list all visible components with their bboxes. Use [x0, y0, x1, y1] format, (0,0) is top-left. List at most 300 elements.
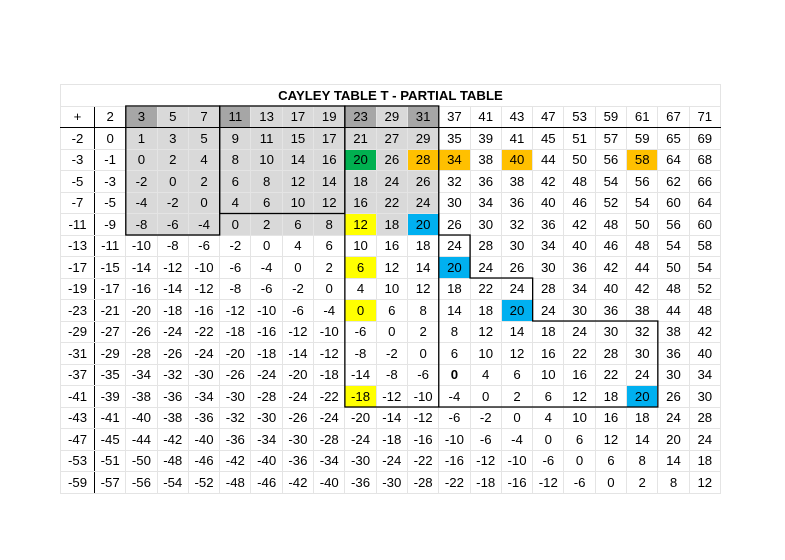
table-cell[interactable]: -28 [407, 472, 438, 494]
table-cell[interactable]: 28 [689, 407, 720, 429]
table-cell[interactable]: 8 [658, 472, 689, 494]
table-cell[interactable]: 24 [470, 257, 501, 279]
column-header[interactable]: 61 [627, 106, 658, 128]
table-cell[interactable]: 8 [251, 171, 282, 193]
table-cell[interactable]: 0 [470, 386, 501, 408]
table-cell[interactable]: -3 [95, 171, 126, 193]
table-cell[interactable]: 36 [658, 343, 689, 365]
table-cell[interactable]: 44 [533, 149, 564, 171]
table-cell[interactable]: 0 [95, 128, 126, 150]
table-cell[interactable]: 2 [314, 257, 345, 279]
table-cell[interactable]: -18 [220, 321, 251, 343]
table-cell[interactable]: 28 [595, 343, 626, 365]
table-cell[interactable]: 18 [345, 171, 376, 193]
table-cell[interactable]: -39 [95, 386, 126, 408]
table-cell[interactable]: -10 [407, 386, 438, 408]
table-cell[interactable]: 65 [658, 128, 689, 150]
table-cell[interactable]: 12 [689, 472, 720, 494]
table-cell[interactable]: 0 [407, 343, 438, 365]
table-cell[interactable]: 6 [282, 214, 313, 236]
table-cell[interactable]: 64 [658, 149, 689, 171]
table-cell[interactable]: -24 [314, 407, 345, 429]
table-cell[interactable]: 4 [470, 364, 501, 386]
table-cell[interactable]: -38 [126, 386, 157, 408]
table-cell[interactable]: -18 [251, 343, 282, 365]
table-cell[interactable]: 46 [564, 192, 595, 214]
table-cell[interactable]: 39 [470, 128, 501, 150]
table-cell[interactable]: -48 [220, 472, 251, 494]
table-cell[interactable]: -28 [251, 386, 282, 408]
table-cell[interactable]: -28 [126, 343, 157, 365]
table-cell[interactable]: -40 [126, 407, 157, 429]
table-cell[interactable]: -44 [126, 429, 157, 451]
table-cell[interactable]: 18 [595, 386, 626, 408]
table-cell[interactable]: 14 [282, 149, 313, 171]
table-cell[interactable]: 38 [501, 171, 532, 193]
table-cell[interactable]: -12 [314, 343, 345, 365]
table-cell[interactable]: -6 [188, 235, 219, 257]
column-header[interactable]: 43 [501, 106, 532, 128]
table-cell[interactable]: 24 [564, 321, 595, 343]
table-cell[interactable]: 2 [627, 472, 658, 494]
table-cell[interactable]: 26 [407, 171, 438, 193]
table-cell[interactable]: -12 [533, 472, 564, 494]
table-cell[interactable]: -30 [282, 429, 313, 451]
table-cell[interactable]: -2 [157, 192, 188, 214]
table-cell[interactable]: -2 [220, 235, 251, 257]
column-header[interactable]: 23 [345, 106, 376, 128]
table-cell[interactable]: 62 [658, 171, 689, 193]
table-cell[interactable]: 0 [376, 321, 407, 343]
table-cell[interactable]: 24 [533, 300, 564, 322]
table-cell[interactable]: 6 [439, 343, 470, 365]
table-cell[interactable]: 22 [595, 364, 626, 386]
table-cell[interactable]: 69 [689, 128, 720, 150]
table-cell[interactable]: -1 [95, 149, 126, 171]
table-cell[interactable]: 0 [188, 192, 219, 214]
table-cell[interactable]: 2 [407, 321, 438, 343]
table-cell[interactable]: 30 [627, 343, 658, 365]
table-cell[interactable]: 22 [564, 343, 595, 365]
column-header[interactable]: 71 [689, 106, 720, 128]
row-header[interactable]: -19 [61, 278, 95, 300]
table-cell[interactable]: -40 [188, 429, 219, 451]
column-header[interactable]: 19 [314, 106, 345, 128]
table-cell[interactable]: -9 [95, 214, 126, 236]
table-cell[interactable]: -26 [157, 343, 188, 365]
row-header[interactable]: -59 [61, 472, 95, 494]
column-header[interactable]: 67 [658, 106, 689, 128]
table-cell[interactable]: -4 [126, 192, 157, 214]
column-header[interactable]: 53 [564, 106, 595, 128]
table-cell[interactable]: 24 [501, 278, 532, 300]
table-cell[interactable]: 20 [439, 257, 470, 279]
table-cell[interactable]: 64 [689, 192, 720, 214]
table-cell[interactable]: -8 [376, 364, 407, 386]
table-cell[interactable]: 30 [533, 257, 564, 279]
table-cell[interactable]: 50 [658, 257, 689, 279]
table-cell[interactable]: 54 [627, 192, 658, 214]
table-cell[interactable]: 17 [314, 128, 345, 150]
column-header[interactable]: 29 [376, 106, 407, 128]
table-cell[interactable]: 22 [376, 192, 407, 214]
corner-cell[interactable]: + [61, 106, 95, 128]
table-cell[interactable]: 14 [314, 171, 345, 193]
table-cell[interactable]: 50 [627, 214, 658, 236]
row-header[interactable]: -23 [61, 300, 95, 322]
table-cell[interactable]: -34 [188, 386, 219, 408]
table-cell[interactable]: -22 [188, 321, 219, 343]
table-cell[interactable]: -34 [126, 364, 157, 386]
table-cell[interactable]: -10 [314, 321, 345, 343]
table-cell[interactable]: -42 [220, 450, 251, 472]
column-header[interactable]: 2 [95, 106, 126, 128]
table-cell[interactable]: -4 [501, 429, 532, 451]
table-cell[interactable]: 24 [658, 407, 689, 429]
table-cell[interactable]: 0 [501, 407, 532, 429]
table-cell[interactable]: 12 [407, 278, 438, 300]
table-cell[interactable]: -26 [220, 364, 251, 386]
table-cell[interactable]: 59 [627, 128, 658, 150]
table-cell[interactable]: 5 [188, 128, 219, 150]
table-cell[interactable]: 10 [376, 278, 407, 300]
table-cell[interactable]: -12 [376, 386, 407, 408]
table-cell[interactable]: 34 [564, 278, 595, 300]
table-cell[interactable]: 26 [658, 386, 689, 408]
table-cell[interactable]: 32 [627, 321, 658, 343]
table-cell[interactable]: 6 [595, 450, 626, 472]
table-cell[interactable]: -12 [220, 300, 251, 322]
table-cell[interactable]: -42 [282, 472, 313, 494]
table-cell[interactable]: -30 [188, 364, 219, 386]
table-cell[interactable]: 35 [439, 128, 470, 150]
table-cell[interactable]: -29 [95, 343, 126, 365]
table-cell[interactable]: -30 [376, 472, 407, 494]
table-cell[interactable]: 20 [345, 149, 376, 171]
column-header[interactable]: 17 [282, 106, 313, 128]
table-cell[interactable]: 21 [345, 128, 376, 150]
table-cell[interactable]: 48 [595, 214, 626, 236]
table-cell[interactable]: -12 [157, 257, 188, 279]
table-cell[interactable]: -6 [439, 407, 470, 429]
table-cell[interactable]: -40 [314, 472, 345, 494]
table-cell[interactable]: -34 [314, 450, 345, 472]
table-cell[interactable]: -16 [501, 472, 532, 494]
table-cell[interactable]: 14 [501, 321, 532, 343]
table-cell[interactable]: -2 [376, 343, 407, 365]
table-cell[interactable]: 41 [501, 128, 532, 150]
table-cell[interactable]: 24 [439, 235, 470, 257]
table-cell[interactable]: -6 [470, 429, 501, 451]
table-cell[interactable]: 2 [157, 149, 188, 171]
row-header[interactable]: -53 [61, 450, 95, 472]
table-cell[interactable]: -4 [314, 300, 345, 322]
row-header[interactable]: -31 [61, 343, 95, 365]
table-cell[interactable]: -17 [95, 278, 126, 300]
table-cell[interactable]: 51 [564, 128, 595, 150]
table-cell[interactable]: 29 [407, 128, 438, 150]
table-cell[interactable]: -22 [314, 386, 345, 408]
table-cell[interactable]: 0 [251, 235, 282, 257]
table-cell[interactable]: 30 [439, 192, 470, 214]
table-cell[interactable]: 40 [595, 278, 626, 300]
table-cell[interactable]: 14 [658, 450, 689, 472]
table-cell[interactable]: 18 [470, 300, 501, 322]
table-cell[interactable]: 10 [533, 364, 564, 386]
table-cell[interactable]: -6 [157, 214, 188, 236]
table-cell[interactable]: 10 [282, 192, 313, 214]
table-cell[interactable]: -21 [95, 300, 126, 322]
table-cell[interactable]: -6 [220, 257, 251, 279]
row-header[interactable]: -3 [61, 149, 95, 171]
table-cell[interactable]: 40 [689, 343, 720, 365]
table-cell[interactable]: 4 [533, 407, 564, 429]
table-cell[interactable]: 6 [251, 192, 282, 214]
table-cell[interactable]: 50 [564, 149, 595, 171]
table-cell[interactable]: 57 [595, 128, 626, 150]
table-cell[interactable]: -27 [95, 321, 126, 343]
table-cell[interactable]: -8 [126, 214, 157, 236]
table-cell[interactable]: 2 [188, 171, 219, 193]
row-header[interactable]: -47 [61, 429, 95, 451]
table-cell[interactable]: 48 [658, 278, 689, 300]
table-cell[interactable]: 34 [470, 192, 501, 214]
table-cell[interactable]: -10 [439, 429, 470, 451]
table-cell[interactable]: 24 [376, 171, 407, 193]
table-cell[interactable]: 44 [658, 300, 689, 322]
table-cell[interactable]: 18 [689, 450, 720, 472]
column-header[interactable]: 37 [439, 106, 470, 128]
row-header[interactable]: -13 [61, 235, 95, 257]
table-cell[interactable]: 54 [658, 235, 689, 257]
table-cell[interactable]: 6 [533, 386, 564, 408]
table-cell[interactable]: -30 [345, 450, 376, 472]
row-header[interactable]: -37 [61, 364, 95, 386]
table-cell[interactable]: 0 [220, 214, 251, 236]
table-cell[interactable]: -46 [188, 450, 219, 472]
table-cell[interactable]: -51 [95, 450, 126, 472]
table-cell[interactable]: 58 [627, 149, 658, 171]
table-cell[interactable]: 24 [689, 429, 720, 451]
table-cell[interactable]: 12 [314, 192, 345, 214]
table-cell[interactable]: -26 [126, 321, 157, 343]
row-header[interactable]: -7 [61, 192, 95, 214]
table-cell[interactable]: 12 [282, 171, 313, 193]
table-cell[interactable]: -16 [251, 321, 282, 343]
table-cell[interactable]: 30 [689, 386, 720, 408]
table-cell[interactable]: 38 [470, 149, 501, 171]
table-cell[interactable]: 4 [188, 149, 219, 171]
table-cell[interactable]: 42 [564, 214, 595, 236]
table-cell[interactable]: 56 [627, 171, 658, 193]
table-cell[interactable]: 0 [282, 257, 313, 279]
table-cell[interactable]: 30 [658, 364, 689, 386]
table-cell[interactable]: -16 [188, 300, 219, 322]
table-cell[interactable]: 28 [407, 149, 438, 171]
table-cell[interactable]: 8 [627, 450, 658, 472]
table-cell[interactable]: 46 [595, 235, 626, 257]
table-cell[interactable]: 30 [501, 235, 532, 257]
table-cell[interactable]: 18 [407, 235, 438, 257]
row-header[interactable]: -5 [61, 171, 95, 193]
table-cell[interactable]: -14 [345, 364, 376, 386]
table-cell[interactable]: 26 [439, 214, 470, 236]
table-cell[interactable]: -24 [157, 321, 188, 343]
table-cell[interactable]: 36 [564, 257, 595, 279]
table-cell[interactable]: 38 [658, 321, 689, 343]
table-cell[interactable]: 14 [407, 257, 438, 279]
table-cell[interactable]: 56 [658, 214, 689, 236]
table-cell[interactable]: -6 [282, 300, 313, 322]
table-cell[interactable]: 14 [627, 429, 658, 451]
table-cell[interactable]: -10 [126, 235, 157, 257]
table-cell[interactable]: 8 [220, 149, 251, 171]
table-cell[interactable]: -52 [188, 472, 219, 494]
table-cell[interactable]: 16 [376, 235, 407, 257]
table-cell[interactable]: 42 [533, 171, 564, 193]
table-cell[interactable]: 18 [533, 321, 564, 343]
table-cell[interactable]: 26 [376, 149, 407, 171]
column-header[interactable]: 47 [533, 106, 564, 128]
column-header[interactable]: 41 [470, 106, 501, 128]
table-cell[interactable]: -12 [282, 321, 313, 343]
table-cell[interactable]: -18 [314, 364, 345, 386]
table-cell[interactable]: -18 [345, 386, 376, 408]
table-cell[interactable]: -42 [157, 429, 188, 451]
table-cell[interactable]: 52 [595, 192, 626, 214]
table-cell[interactable]: 36 [501, 192, 532, 214]
table-cell[interactable]: 1 [126, 128, 157, 150]
table-cell[interactable]: 4 [345, 278, 376, 300]
table-cell[interactable]: 2 [251, 214, 282, 236]
table-cell[interactable]: 40 [501, 149, 532, 171]
table-cell[interactable]: 10 [345, 235, 376, 257]
table-cell[interactable]: 52 [689, 278, 720, 300]
table-cell[interactable]: 24 [407, 192, 438, 214]
table-cell[interactable]: -10 [251, 300, 282, 322]
table-cell[interactable]: 15 [282, 128, 313, 150]
table-cell[interactable]: -12 [470, 450, 501, 472]
column-header[interactable]: 3 [126, 106, 157, 128]
table-cell[interactable]: 10 [470, 343, 501, 365]
table-cell[interactable]: 12 [345, 214, 376, 236]
table-cell[interactable]: -2 [126, 171, 157, 193]
table-cell[interactable]: 40 [533, 192, 564, 214]
table-cell[interactable]: 54 [595, 171, 626, 193]
table-cell[interactable]: 28 [533, 278, 564, 300]
row-header[interactable]: -11 [61, 214, 95, 236]
table-cell[interactable]: 20 [501, 300, 532, 322]
table-cell[interactable]: 16 [345, 192, 376, 214]
table-cell[interactable]: 20 [407, 214, 438, 236]
table-cell[interactable]: -4 [439, 386, 470, 408]
table-cell[interactable]: -10 [188, 257, 219, 279]
table-cell[interactable]: -32 [220, 407, 251, 429]
table-cell[interactable]: -40 [251, 450, 282, 472]
table-cell[interactable]: -14 [126, 257, 157, 279]
table-cell[interactable]: -14 [282, 343, 313, 365]
table-cell[interactable]: -36 [345, 472, 376, 494]
table-cell[interactable]: 36 [533, 214, 564, 236]
row-header[interactable]: -43 [61, 407, 95, 429]
table-cell[interactable]: 0 [314, 278, 345, 300]
table-cell[interactable]: -56 [126, 472, 157, 494]
table-cell[interactable]: 9 [220, 128, 251, 150]
table-cell[interactable]: -24 [376, 450, 407, 472]
table-cell[interactable]: 0 [533, 429, 564, 451]
table-cell[interactable]: -2 [470, 407, 501, 429]
table-cell[interactable]: -22 [439, 472, 470, 494]
table-cell[interactable]: 18 [627, 407, 658, 429]
table-cell[interactable]: -36 [220, 429, 251, 451]
table-cell[interactable]: -6 [533, 450, 564, 472]
table-cell[interactable]: -24 [345, 429, 376, 451]
table-cell[interactable]: -45 [95, 429, 126, 451]
table-cell[interactable]: 36 [595, 300, 626, 322]
table-cell[interactable]: 60 [658, 192, 689, 214]
table-cell[interactable]: 30 [595, 321, 626, 343]
table-cell[interactable]: -6 [564, 472, 595, 494]
table-cell[interactable]: 11 [251, 128, 282, 150]
table-cell[interactable]: 24 [627, 364, 658, 386]
row-header[interactable]: -29 [61, 321, 95, 343]
table-cell[interactable]: -50 [126, 450, 157, 472]
table-cell[interactable]: 12 [501, 343, 532, 365]
column-header[interactable]: 11 [220, 106, 251, 128]
table-cell[interactable]: 54 [689, 257, 720, 279]
table-cell[interactable]: -30 [251, 407, 282, 429]
table-cell[interactable]: -12 [407, 407, 438, 429]
table-cell[interactable]: 26 [501, 257, 532, 279]
table-cell[interactable]: -32 [157, 364, 188, 386]
table-cell[interactable]: 16 [533, 343, 564, 365]
table-cell[interactable]: 4 [220, 192, 251, 214]
table-cell[interactable]: -16 [439, 450, 470, 472]
table-cell[interactable]: 22 [470, 278, 501, 300]
table-cell[interactable]: -18 [470, 472, 501, 494]
table-cell[interactable]: 58 [689, 235, 720, 257]
table-cell[interactable]: 6 [564, 429, 595, 451]
table-cell[interactable]: 34 [533, 235, 564, 257]
table-cell[interactable]: -18 [157, 300, 188, 322]
row-header[interactable]: -2 [61, 128, 95, 150]
table-cell[interactable]: -24 [251, 364, 282, 386]
column-header[interactable]: 13 [251, 106, 282, 128]
table-cell[interactable]: 2 [501, 386, 532, 408]
table-cell[interactable]: 6 [376, 300, 407, 322]
table-cell[interactable]: 32 [439, 171, 470, 193]
table-cell[interactable]: -26 [282, 407, 313, 429]
table-cell[interactable]: 34 [439, 149, 470, 171]
table-cell[interactable]: -20 [345, 407, 376, 429]
table-cell[interactable]: -4 [251, 257, 282, 279]
row-header[interactable]: -17 [61, 257, 95, 279]
table-cell[interactable]: -46 [251, 472, 282, 494]
table-cell[interactable]: -24 [188, 343, 219, 365]
table-cell[interactable]: -20 [220, 343, 251, 365]
table-cell[interactable]: 68 [689, 149, 720, 171]
table-cell[interactable]: -6 [345, 321, 376, 343]
table-cell[interactable]: 6 [501, 364, 532, 386]
table-cell[interactable]: 6 [314, 235, 345, 257]
table-cell[interactable]: 42 [689, 321, 720, 343]
table-cell[interactable]: -18 [376, 429, 407, 451]
table-cell[interactable]: -8 [345, 343, 376, 365]
table-cell[interactable]: 0 [595, 472, 626, 494]
table-cell[interactable]: -16 [126, 278, 157, 300]
table-cell[interactable]: 42 [627, 278, 658, 300]
table-cell[interactable]: 12 [595, 429, 626, 451]
